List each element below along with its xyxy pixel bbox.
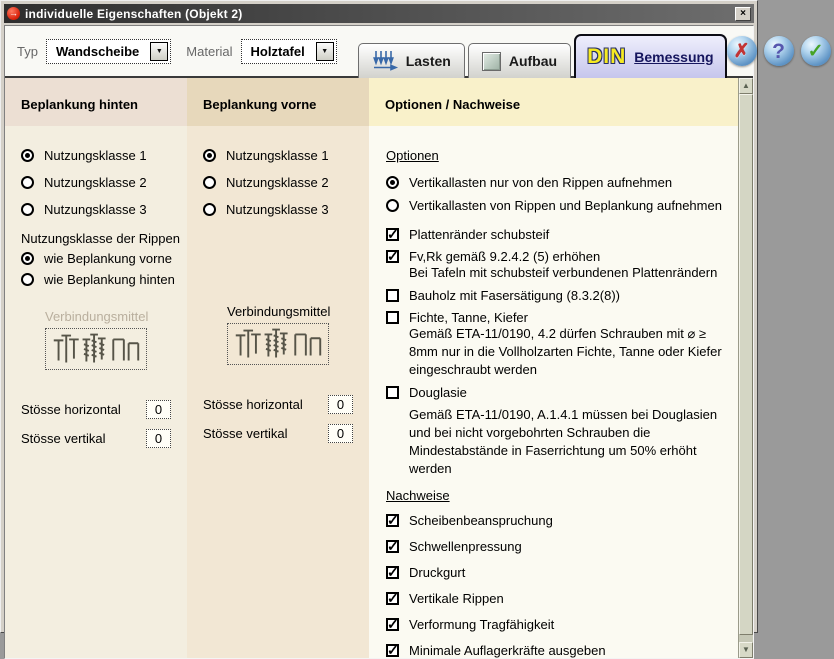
fasteners-icon xyxy=(230,325,326,363)
checkbox-icon[interactable] xyxy=(386,566,399,579)
dialog-action-buttons xyxy=(727,36,834,66)
radio-label: Vertikallasten nur von den Rippen aufnehmen xyxy=(409,175,673,190)
toolbar xyxy=(5,26,824,78)
checkbox-label: Fichte, Tanne, Kiefer xyxy=(409,310,528,325)
check-verformung-tragfaehigkeit[interactable] xyxy=(386,617,730,632)
radio-icon[interactable] xyxy=(21,252,34,265)
radio-icon[interactable] xyxy=(21,203,34,216)
radio-icon[interactable] xyxy=(21,176,34,189)
radio-nutzungsklasse-3-vorne[interactable] xyxy=(203,202,369,217)
radio-nutzungsklasse-2-hinten[interactable] xyxy=(21,175,187,190)
checkbox-label: Fv,Rk gemäß 9.2.4.2 (5) erhöhen xyxy=(409,249,601,264)
tab-bemessung[interactable] xyxy=(574,34,727,78)
scroll-up-button[interactable] xyxy=(739,78,753,94)
panel-beplankung-vorne xyxy=(187,78,369,658)
radio-icon[interactable] xyxy=(203,149,216,162)
stoesse-horizontal-row-vorne xyxy=(203,395,353,414)
content-area xyxy=(5,78,753,658)
radio-icon[interactable] xyxy=(386,176,399,189)
radio-label: Nutzungsklasse 1 xyxy=(226,148,329,163)
check-fvrk-erhoehen[interactable] xyxy=(386,249,730,264)
titlebar xyxy=(4,4,754,23)
radio-nutzungsklasse-1-hinten[interactable] xyxy=(21,148,187,163)
radio-vertikallasten-rippen-beplankung[interactable] xyxy=(386,198,730,213)
checkbox-label: Plattenränder schubsteif xyxy=(409,227,550,242)
checkbox-label: Bauholz mit Fasersätigung (8.3.2(8)) xyxy=(409,288,620,303)
radio-nutzungsklasse-1-vorne[interactable] xyxy=(203,148,369,163)
checkbox-icon[interactable] xyxy=(386,250,399,263)
checkbox-label: Druckgurt xyxy=(409,565,466,580)
radio-label: Nutzungsklasse 3 xyxy=(226,202,329,217)
vertical-scrollbar[interactable] xyxy=(738,78,753,658)
tab-bar xyxy=(358,26,727,76)
radio-icon[interactable] xyxy=(21,149,34,162)
check-bauholz-fasersaetigung[interactable] xyxy=(386,288,730,303)
stoesse-horizontal-label: Stösse horizontal xyxy=(21,402,121,417)
stoesse-vertikal-label: Stösse vertikal xyxy=(21,431,106,446)
radio-rippen-wie-hinten[interactable] xyxy=(21,272,187,287)
fasteners-icon xyxy=(48,330,144,368)
radio-nutzungsklasse-2-vorne[interactable] xyxy=(203,175,369,190)
radio-label: Nutzungsklasse 3 xyxy=(44,202,147,217)
tab-bemessung-label: Bemessung xyxy=(634,49,714,65)
scroll-down-icon: ▼ xyxy=(742,645,750,654)
panel-header: Optionen / Nachweise xyxy=(369,78,738,126)
stoesse-horizontal-label: Stösse horizontal xyxy=(203,397,303,412)
stoesse-vertikal-field[interactable]: 0 xyxy=(146,429,171,448)
optionen-heading: Optionen xyxy=(386,148,439,163)
tab-lasten-label: Lasten xyxy=(405,53,451,69)
check-scheibenbeanspruchung[interactable] xyxy=(386,513,730,528)
radio-icon[interactable] xyxy=(21,273,34,286)
app-icon: → xyxy=(9,8,18,18)
checkbox-label: Vertikale Rippen xyxy=(409,591,504,606)
din-logo: DIN xyxy=(587,45,627,68)
radio-label: wie Beplankung hinten xyxy=(44,272,175,287)
chevron-down-icon[interactable]: ▼ xyxy=(316,42,334,61)
checkbox-icon[interactable] xyxy=(386,228,399,241)
typ-dropdown[interactable] xyxy=(46,39,171,64)
checkbox-icon[interactable] xyxy=(386,540,399,553)
material-value: Holztafel xyxy=(250,43,305,59)
checkbox-label: Scheibenbeanspruchung xyxy=(409,513,553,528)
panel-optionen-nachweise xyxy=(369,78,738,658)
check-druckgurt[interactable] xyxy=(386,565,730,580)
material-label: Material xyxy=(186,43,233,59)
tab-aufbau[interactable] xyxy=(468,43,571,78)
stoesse-horizontal-field[interactable]: 0 xyxy=(146,400,171,419)
scrollbar-thumb[interactable] xyxy=(739,94,753,635)
check-schwellenpressung[interactable] xyxy=(386,539,730,554)
ok-button[interactable] xyxy=(801,36,831,66)
cancel-button[interactable] xyxy=(727,36,757,66)
panel-header: Beplankung vorne xyxy=(187,78,369,126)
radio-icon[interactable] xyxy=(203,203,216,216)
radio-label: Vertikallasten von Rippen und Beplankung aufnehmen xyxy=(409,198,722,213)
radio-icon[interactable] xyxy=(203,176,216,189)
stoesse-vertikal-row-hinten xyxy=(21,429,171,448)
checkbox-icon[interactable] xyxy=(386,386,399,399)
scroll-down-button[interactable] xyxy=(739,642,753,658)
loads-arrows-icon xyxy=(372,50,398,72)
tab-lasten[interactable] xyxy=(358,43,465,78)
stoesse-horizontal-row-hinten xyxy=(21,400,171,419)
check-fichte-tanne-kiefer[interactable] xyxy=(386,310,730,325)
help-button[interactable] xyxy=(764,36,794,66)
douglasie-note: Gemäß ETA-11/0190, A.1.4.1 müssen bei Douglasien und bei nicht vorgebohrten Schrauben die Mindestabstände in Faserrichtung um 50% erhöht werden xyxy=(409,407,718,476)
material-dropdown[interactable] xyxy=(241,39,337,64)
panel-beplankung-hinten xyxy=(5,78,187,658)
chevron-down-icon[interactable]: ▼ xyxy=(150,42,168,61)
verbindungsmittel-label: Verbindungsmittel xyxy=(45,309,149,324)
stoesse-vertikal-label: Stösse vertikal xyxy=(203,426,288,441)
close-button[interactable]: × xyxy=(735,7,751,21)
window-title: individuelle Eigenschaften (Objekt 2) xyxy=(25,6,243,21)
verbindungsmittel-group-vorne xyxy=(227,304,329,365)
scroll-up-icon: ▲ xyxy=(742,81,750,90)
check-douglasie[interactable] xyxy=(386,385,730,400)
tab-aufbau-label: Aufbau xyxy=(508,53,558,69)
layer-square-icon xyxy=(482,52,501,71)
rippen-section-label: Nutzungsklasse der Rippen xyxy=(21,231,180,246)
check-minimale-auflagerkraefte[interactable] xyxy=(386,643,730,658)
radio-rippen-wie-vorne[interactable] xyxy=(21,251,187,266)
checkbox-label: Minimale Auflagerkräfte ausgeben xyxy=(409,643,606,658)
checkbox-icon[interactable] xyxy=(386,618,399,631)
check-plattenraender-schubsteif[interactable] xyxy=(386,227,730,242)
radio-label: wie Beplankung vorne xyxy=(44,251,172,266)
checkbox-label: Douglasie xyxy=(409,385,467,400)
checkbox-label: Schwellenpressung xyxy=(409,539,522,554)
radio-icon[interactable] xyxy=(386,199,399,212)
fastener-picker-vorne[interactable] xyxy=(227,323,329,365)
radio-vertikallasten-rippen[interactable] xyxy=(386,175,730,190)
radio-label: Nutzungsklasse 2 xyxy=(44,175,147,190)
verbindungsmittel-group-hinten xyxy=(45,309,147,370)
typ-value: Wandscheibe xyxy=(55,43,140,59)
radio-label: Nutzungsklasse 1 xyxy=(44,148,147,163)
stoesse-horizontal-field[interactable]: 0 xyxy=(328,395,353,414)
check-vertikale-rippen[interactable] xyxy=(386,591,730,606)
typ-label: Typ xyxy=(17,43,38,59)
cancel-x-icon: ✗ xyxy=(733,40,750,62)
checkbox-icon[interactable] xyxy=(386,289,399,302)
fastener-picker-hinten xyxy=(45,328,147,370)
question-icon: ? xyxy=(772,39,785,63)
checkbox-icon[interactable] xyxy=(386,644,399,657)
checkbox-icon[interactable] xyxy=(386,592,399,605)
verbindungsmittel-label: Verbindungsmittel xyxy=(227,304,331,319)
stoesse-vertikal-field[interactable]: 0 xyxy=(328,424,353,443)
stoesse-vertikal-row-vorne xyxy=(203,424,353,443)
check-icon: ✓ xyxy=(807,40,824,62)
fvrk-note: Bei Tafeln mit schubsteif verbundenen Plattenrändern xyxy=(409,265,718,280)
checkbox-icon[interactable] xyxy=(386,311,399,324)
radio-label: Nutzungsklasse 2 xyxy=(226,175,329,190)
nachweise-heading: Nachweise xyxy=(386,488,450,503)
checkbox-icon[interactable] xyxy=(386,514,399,527)
checkbox-label: Verformung Tragfähigkeit xyxy=(409,617,555,632)
panel-header: Beplankung hinten xyxy=(5,78,187,126)
dialog-body xyxy=(4,25,824,659)
fichte-note: Gemäß ETA-11/0190, 4.2 dürfen Schrauben mit ⌀ ≥ 8mm nur in die Vollholzarten Fichte, Tanne oder Kiefer eingeschraubt werden xyxy=(409,326,722,377)
radio-nutzungsklasse-3-hinten[interactable] xyxy=(21,202,187,217)
